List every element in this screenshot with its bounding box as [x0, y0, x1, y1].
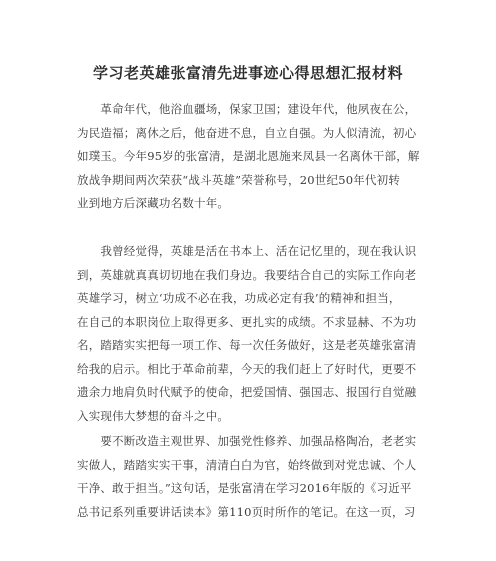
paragraph-line: 给我的启示。相比于革命前辈，今天的我们赶上了好时代，更要不 [77, 361, 417, 376]
paragraph-2 [77, 240, 427, 428]
paragraph-line: 放战争期间两次荣获“战斗英雄”荣誉称号，20世纪50年代初转 [77, 172, 401, 187]
paragraph-line: 入实现伟大梦想的奋斗之中。 [77, 408, 230, 423]
paragraph-line: 实做人，踏踏实实干事，清清白白为官，始终做到对党忠诚、个人 [77, 457, 417, 472]
paragraph-line: 名，踏踏实实把每一项工作、每一次任务做好，这是老英雄张富清 [77, 338, 417, 352]
paragraph-line: 为民造福；离休之后，他奋进不息，自立自强。为人似清流，初心 [77, 125, 417, 140]
paragraph-line: 遗余力地肩负时代赋予的使命，把爱国情、强国志、报国行自觉融 [77, 385, 417, 399]
paragraph-line: 如璞玉。今年95岁的张富清，是湖北恩施来凤县一名离休干部，解 [77, 149, 420, 163]
paragraph-line: 业到地方后深藏功名数十年。 [77, 196, 230, 210]
paragraph-line: 革命年代，他浴血疆场，保家卫国；建设年代，他夙夜在公， [77, 102, 417, 116]
paragraph-3 [77, 430, 427, 524]
paragraph-line: 英雄学习，树立‘功成不必在我，功成必定有我’的精神和担当， [77, 291, 401, 305]
paragraph-1 [77, 98, 427, 216]
paragraph-line: 总书记系列重要讲话读本》第110页时所作的笔记。在这一页，习 [77, 504, 416, 519]
paragraph-line: 要不断改造主观世界、加强党性修养、加强品格陶冶，老老实 [77, 434, 417, 448]
document-title: 学习老英雄张富清先进事迹心得思想汇报材料 [92, 64, 403, 82]
paragraph-line: 到，英雄就真真切切地在我们身边。我要结合自己的实际工作向老 [77, 267, 417, 282]
paragraph-line: 我曾经觉得，英雄是活在书本上、活在记忆里的，现在我认识 [77, 244, 417, 258]
paragraph-line: 在自己的本职岗位上取得更多、更扎实的成绩。不求显赫、不为功 [77, 314, 417, 329]
paragraph-line: 干净、敢于担当。”这句话，是张富清在学习2016年版的《习近平 [77, 481, 412, 495]
